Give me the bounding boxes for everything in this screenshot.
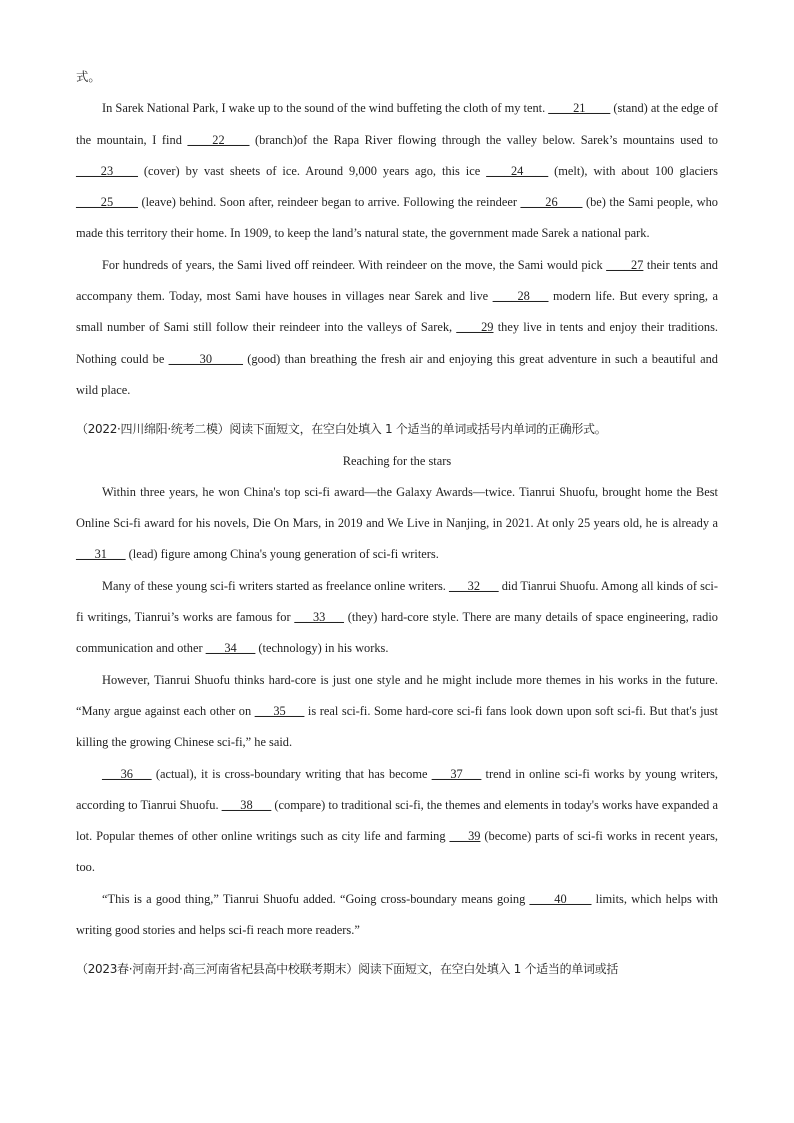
answer-blank: ___36___ xyxy=(102,766,152,781)
answer-blank: ___34___ xyxy=(205,641,256,656)
answer-blank: ___33___ xyxy=(294,610,344,625)
answer-blank: ____25____ xyxy=(76,195,138,210)
answer-blank: ____28___ xyxy=(492,289,549,304)
document-content xyxy=(76,62,718,986)
passage2-paragraph-5: “This is a good thing,” Tianrui Shuofu added. “Going cross-boundary means going ____40____ limits, which helps with writing good stories and helps sci-fi reach more readers.” xyxy=(76,891,718,938)
answer-blank: ____26____ xyxy=(520,195,583,210)
answer-blank: ____24____ xyxy=(486,163,549,178)
answer-blank: ____29 xyxy=(456,320,494,335)
passage-title: Reaching for the stars xyxy=(342,453,452,468)
answer-blank: ___37___ xyxy=(431,766,482,781)
answer-blank: ____40____ xyxy=(529,891,592,906)
answer-blank: ____22____ xyxy=(187,132,250,147)
continuation-text: 式。 xyxy=(76,70,101,84)
answer-blank: ___35___ xyxy=(254,703,305,718)
answer-blank: ____27 xyxy=(606,257,644,272)
answer-blank: ___38___ xyxy=(221,797,272,812)
passage2-paragraph-2: Many of these young sci-fi writers started as freelance online writers. ___32___ did Tianrui Shuofu. Among all kinds of sci-fi writings, Tianrui’s works are famous for ___33___ (they) hard-core style. There are many details of space engineering, radio communication and other ___34___ (technology) in his works. xyxy=(76,578,718,656)
answer-blank: ___39 xyxy=(449,829,481,844)
answer-blank: ___31___ xyxy=(76,547,126,562)
answer-blank: ___32___ xyxy=(449,578,499,593)
answer-blank: ____23____ xyxy=(76,163,138,178)
passage2-paragraph-4: ___36___ (actual), it is cross-boundary writing that has become ___37___ trend in online sci-fi works by young writers, according to Tianrui Shuofu. ___38___ (compare) to traditional sci-fi, the themes and elements in today's works have expanded a lot. Popular themes of other online writings such as city life and farming ___39 (become) parts of sci-fi works in recent years, too. xyxy=(76,766,719,875)
section-heading-1: （2022·四川绵阳·统考二模）阅读下面短文，在空白处填入 1 个适当的单词或括号内单词的正确形式。 xyxy=(76,422,607,437)
passage2-paragraph-3: However, Tianrui Shuofu thinks hard-core is just one style and he might include more themes in his works in the future. “Many argue against each other on ___35___ is real sci-fi. Some hard-core sci-fi fans look down upon soft sci-fi. But that's just killing the growing Chinese sci-fi,” he said. xyxy=(76,672,718,750)
passage2-paragraph-1: Within three years, he won China's top sci-fi award—the Galaxy Awards—twice. Tianrui Shuofu, brought home the Best Online Sci-fi award for his novels, Die On Mars, in 2019 and We Live in Nanjing, in 2021. At only 25 years old, he is already a ___31___ (lead) figure among China's young generation of sci-fi writers. xyxy=(76,484,718,562)
answer-blank: _____30_____ xyxy=(168,351,243,366)
answer-blank: ____21____ xyxy=(548,101,611,116)
passage1-paragraph-1: In Sarek National Park, I wake up to the sound of the wind buffeting the cloth of my tent. ____21____ (stand) at the edge of the mountain, I find ____22____ (branch)of the Rapa River flowing through the valley below. Sarek’s mountains used to ____23____ (cover) by vast sheets of ice. Around 9,000 years ago, this ice ____24____ (melt), with about 100 glaciers ____25____ (leave) behind. Soon after, reindeer began to arrive. Following the reindeer ____26____ (be) the Sami people, who made this territory their home. In 1909, to keep the land’s natural state, the government made Sarek a national park. xyxy=(76,101,719,241)
passage1-paragraph-2: For hundreds of years, the Sami lived off reindeer. With reindeer on the move, the Sami would pick ____27 their tents and accompany them. Today, most Sami have houses in villages near Sarek and live ____28___ modern life. But every spring, a small number of Sami still follow their reindeer into the valleys of Sarek, ____29 they live in tents and enjoy their traditions. Nothing could be _____30_____ (good) than breathing the fresh air and enjoying this great adventure in such a beautiful and wild place. xyxy=(76,257,718,397)
section-heading-2: （2023春·河南开封·高三河南省杞县高中校联考期末）阅读下面短文，在空白处填入 1 个适当的单词或括 xyxy=(76,962,619,977)
